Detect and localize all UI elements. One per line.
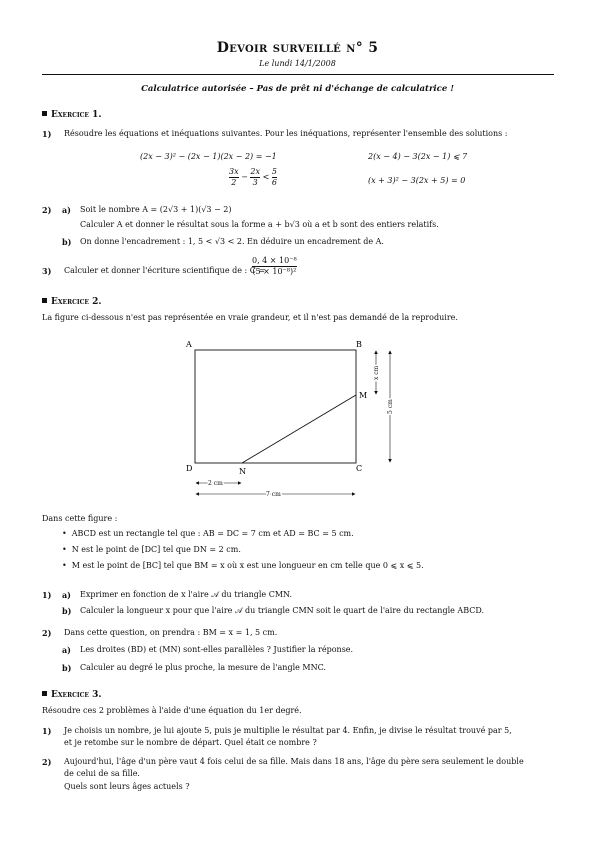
ex1-q2b-label: b)	[62, 237, 72, 247]
ex1-q2b-text: On donne l'encadrement : 1, 5 < √3 < 2. En déduire un encadrement de A.	[80, 237, 384, 246]
ex2-q1b-text: Calculer la longueur x pour que l'aire 𝒜 du triangle CMN soit le quart de l'aire du rectangle ABCD.	[80, 606, 485, 615]
equation-a: (2x − 3)² − (2x − 1)(2x − 2) = −1	[140, 152, 277, 161]
ex2-intro: La figure ci-dessous n'est pas représentée en vraie grandeur, et il n'est pas demandé de la reproduire.	[42, 313, 458, 322]
exercise-3-heading: Exercice 3.	[42, 690, 102, 700]
ex2-bullet-2: • N est le point de [DC] tel que DN = 2 cm.	[62, 545, 241, 554]
ex2-bullet-1: • ABCD est un rectangle tel que : AB = DC = 7 cm et AD = BC = 5 cm.	[62, 529, 354, 538]
inequation-c: $\frac{3x}{2}$ − $\frac{2x}{3}$ < $\frac{5}{6}$	[229, 167, 277, 187]
ex2-q1a-text: Exprimer en fonction de x l'aire 𝒜 du triangle CMN.	[80, 590, 293, 599]
bc-dimension-label: 5 cm	[387, 399, 394, 414]
bm-dimension-label: x cm	[373, 365, 380, 380]
ex3-q2-number: 2)	[42, 757, 52, 767]
document-date: Le lundi 14/1/2008	[259, 59, 336, 68]
ex2-q1a-label: a)	[62, 590, 71, 600]
exercise-2-heading: Exercice 2.	[42, 297, 102, 307]
inequation-b: 2(x − 4) − 3(2x − 1) ⩽ 7	[368, 152, 468, 161]
point-m-label: M	[359, 391, 368, 400]
ex1-q1-number: 1)	[42, 129, 52, 139]
ex3-intro: Résoudre ces 2 problèmes à l'aide d'une équation du 1er degré.	[42, 706, 302, 715]
point-a-label: A	[186, 340, 192, 349]
ex3-q2-text2: de celui de sa fille.	[64, 769, 140, 778]
equation-d: (x + 3)² − 3(2x + 5) = 0	[368, 176, 466, 185]
ex1-q2-number: 2)	[42, 205, 52, 215]
ex2-q2-text: Dans cette question, on prendra : BM = x = 1, 5 cm.	[64, 628, 278, 637]
ex1-q2a-text: Soit le nombre A = (2√3 + 1)(√3 − 2)	[80, 205, 232, 214]
ex3-q2-text: Aujourd'hui, l'âge d'un père vaut 4 fois celui de sa fille. Mais dans 18 ans, l'âge du père sera seulement le double	[64, 757, 524, 766]
fraction-3: $\frac{5}{6}$	[271, 167, 277, 187]
fraction-2: $\frac{2x}{3}$	[250, 167, 261, 187]
ex1-q3-number: 3)	[42, 266, 52, 276]
ex1-q3-text: Calculer et donner l'écriture scientifique de : C =	[64, 266, 266, 275]
ex3-q2-text3: Quels sont leurs âges actuels ?	[64, 782, 190, 791]
point-n-label: N	[239, 467, 246, 476]
dc-dimension-label: 7 cm	[266, 491, 281, 498]
ex3-q1-number: 1)	[42, 726, 52, 736]
dn-dimension-label: 2 cm	[208, 480, 223, 487]
ex2-q1b-label: b)	[62, 606, 72, 616]
point-c-label: C	[356, 464, 363, 473]
fraction-1: $\frac{3x}{2}$	[229, 167, 239, 187]
square-bullet-icon	[42, 691, 47, 696]
ex2-q2-number: 2)	[42, 628, 52, 638]
ex3-q1-text: Je choisis un nombre, je lui ajoute 5, puis je multiplie le résultat par 4. Enfin, je divise le résultat trouvé par 5,	[64, 726, 512, 735]
calculator-note: Calculatrice autorisée – Pas de prêt ni d'échange de calculatrice !	[141, 84, 454, 94]
point-d-label: D	[186, 464, 193, 473]
ex1-q2a-label: a)	[62, 205, 71, 215]
point-b-label: B	[356, 340, 362, 349]
ex1-q2a-text2: Calculer A et donner le résultat sous la forme a + b√3 où a et b sont des entiers relatifs.	[80, 220, 439, 229]
ex2-q2a-text: Les droites (BD) et (MN) sont-elles parallèles ? Justifier la réponse.	[80, 645, 354, 654]
document-title: Devoir surveillé n° 5	[216, 40, 379, 56]
exercise-1-heading: Exercice 1.	[42, 110, 102, 120]
ex2-dans: Dans cette figure :	[42, 514, 118, 523]
ex2-bullet-3: • M est le point de [BC] tel que BM = x où x est une longueur en cm telle que 0 ⩽ x ⩽ 5.	[62, 561, 424, 570]
ex1-q1-text: Résoudre les équations et inéquations suivantes. Pour les inéquations, représenter l'ensemble des solutions :	[64, 129, 508, 138]
ex2-q2a-label: a)	[62, 645, 71, 655]
ex2-q2b-text: Calculer au degré le plus proche, la mesure de l'angle MNC.	[80, 663, 326, 672]
segment-mn	[242, 395, 356, 463]
ex1-q3-fraction: $\frac{\text{0, 4 × 10⁻⁸}}{\text{(5 × 10⁻⁸)²}}$	[252, 256, 297, 276]
ex2-q1-number: 1)	[42, 590, 52, 600]
ex3-q1-text2: et je retombe sur le nombre de départ. Quel était ce nombre ?	[64, 738, 317, 747]
rectangle-abcd	[195, 350, 356, 463]
ex2-q2b-label: b)	[62, 663, 72, 673]
